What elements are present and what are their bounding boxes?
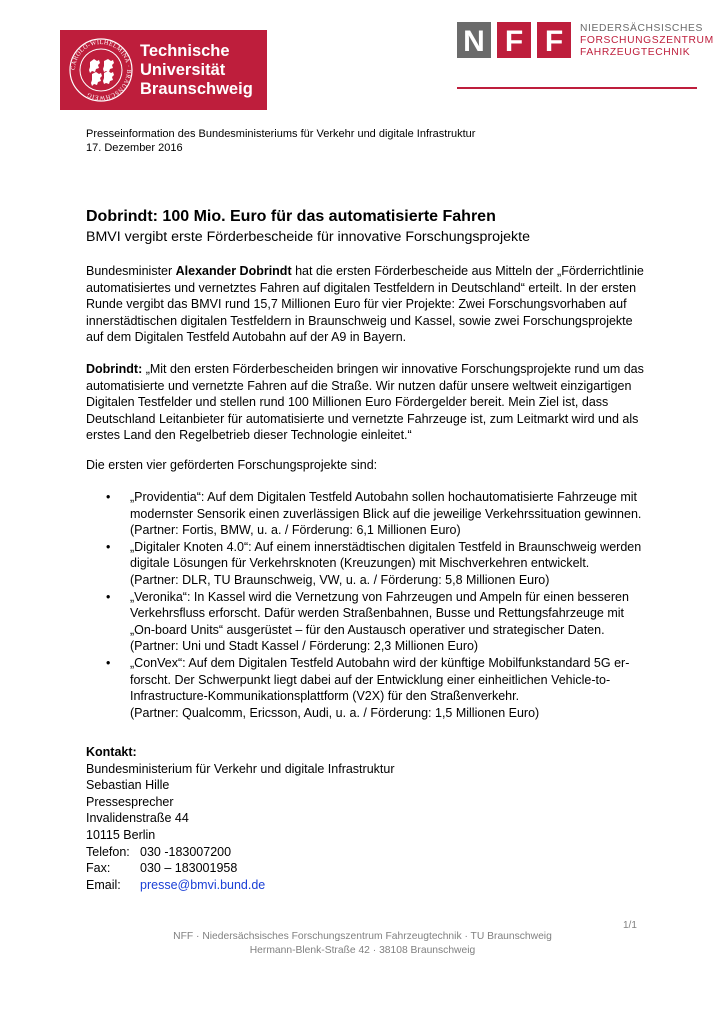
para2-line4: Deutschland Leitanbieter für automatisierte und vernetzte Fahrzeuge ist, zum Leitmarkt wird und als bbox=[86, 411, 639, 426]
tu-braunschweig-logo bbox=[60, 30, 267, 110]
phone-value: 030 -183007200 bbox=[140, 844, 232, 859]
footer-line-2: Hermann-Blenk-Straße 42 · 38108 Braunschweig bbox=[249, 945, 476, 956]
contact-block bbox=[86, 744, 394, 893]
project-line: (Partner: Fortis, BMW, u. a. / Förderung: 6,1 Millionen Euro) bbox=[130, 523, 461, 538]
bullet-icon: • bbox=[106, 539, 111, 554]
para2-line5: erstes Land den Regelbetrieb dieser Technologie einleitet.“ bbox=[86, 428, 412, 443]
para1-line1-rest: hat die ersten Förderbescheide aus Mitteln der „Förderrichtlinie bbox=[291, 264, 644, 278]
nff-logo bbox=[457, 22, 714, 62]
para2-line3: Digitalen Testfelder und stellen rund 100 Millionen Euro Fördergelder bereit. Mein Ziel ist, dass bbox=[86, 395, 609, 410]
tu-wordmark bbox=[140, 42, 253, 99]
press-info-line: Presseinformation des Bundesministeriums für Verkehr und digitale Infrastruktur bbox=[86, 128, 476, 140]
footer bbox=[0, 930, 725, 958]
project-line: modernster Sensorik einen zuverlässigen Blick auf die jeweilige Verkehrssituation gewinnen. bbox=[130, 506, 642, 521]
project-line: „Digitaler Knoten 4.0“: Auf einem innerstädtischen digitalen Testfeld in Braunschweig werden bbox=[130, 539, 642, 554]
nff-letter-f2: F bbox=[544, 25, 564, 58]
list-item bbox=[86, 489, 646, 539]
phone-label: Telefon: bbox=[86, 844, 130, 859]
tu-line-3: Braunschweig bbox=[140, 80, 253, 98]
fax-label: Fax: bbox=[86, 861, 111, 876]
nff-letter-f2-icon bbox=[537, 22, 571, 58]
email-link[interactable]: presse@bmvi.bund.de bbox=[140, 877, 266, 892]
project-line: (Partner: Qualcomm, Ericsson, Audi, u. a. / Förderung: 1,5 Millionen Euro) bbox=[130, 705, 540, 720]
headline: Dobrindt: 100 Mio. Euro für das automatisierte Fahren bbox=[86, 208, 496, 225]
paragraph-intro bbox=[86, 263, 644, 346]
tu-seal-icon bbox=[68, 37, 134, 103]
press-info-date: 17. Dezember 2016 bbox=[86, 142, 183, 154]
nff-letter-n-icon bbox=[457, 22, 491, 58]
contact-fax-row bbox=[86, 860, 394, 877]
contact-city: 10115 Berlin bbox=[86, 827, 156, 842]
contact-street: Invalidenstraße 44 bbox=[86, 811, 189, 826]
contact-role: Pressesprecher bbox=[86, 794, 174, 809]
project-line: Verkehrsfluss erforscht. Dafür werden Straßenbahnen, Busse und Rettungsfahrzeuge mit bbox=[130, 606, 625, 621]
nff-letter-n: N bbox=[463, 25, 485, 58]
nff-letter-f1-icon bbox=[497, 22, 531, 58]
page-number: 1/1 bbox=[623, 920, 637, 931]
bullet-icon: • bbox=[106, 490, 111, 504]
press-info bbox=[86, 127, 475, 155]
nff-line-3: FAHRZEUGTECHNIK bbox=[580, 46, 691, 58]
fax-value: 030 – 183001958 bbox=[140, 861, 238, 876]
project-line: forscht. Der Schwerpunkt liegt dabei auf der Entwicklung einer einheitlichen Vehicle-to- bbox=[130, 672, 611, 687]
projects-list bbox=[86, 489, 646, 721]
bullet-icon: • bbox=[106, 589, 111, 604]
para1-intro: Bundesminister bbox=[86, 264, 176, 278]
project-line: digitale Lösungen für Verkehrsknoten (Kreuzungen) mit Mischverkehren entwickelt. bbox=[130, 556, 590, 571]
nff-letter-f1: F bbox=[504, 25, 524, 58]
project-line: (Partner: DLR, TU Braunschweig, VW, u. a. / Förderung: 5,8 Millionen Euro) bbox=[130, 572, 550, 587]
project-line: „Providentia“: Auf dem Digitalen Testfeld Autobahn sollen hochautomatisierte Fahrzeuge mit bbox=[130, 490, 638, 504]
minister-name: Alexander Dobrindt bbox=[175, 264, 292, 278]
list-item bbox=[86, 589, 646, 655]
list-item bbox=[86, 539, 646, 589]
para1-line5: auf dem Digitalen Testfeld Autobahn auf der A9 in Bayern. bbox=[86, 330, 407, 345]
nff-wordmark bbox=[580, 23, 714, 58]
email-label: Email: bbox=[86, 877, 121, 892]
tu-line-2: Universität bbox=[140, 61, 226, 79]
contact-email-row bbox=[86, 877, 394, 894]
project-line: „ConVex“: Auf dem Digitalen Testfeld Autobahn wird der künftige Mobilfunkstandard 5G er- bbox=[130, 655, 630, 670]
seal-text: CAROLO-WILHELMINA · BRAUNSCHWEIG bbox=[69, 38, 133, 102]
contact-phone-row bbox=[86, 844, 394, 861]
contact-person: Sebastian Hille bbox=[86, 778, 170, 793]
para1-line2: automatisiertes und vernetztes Fahren auf digitalen Testfeldern in Deutschland“ erteilt. In der ersten bbox=[86, 280, 637, 295]
paragraph-quote bbox=[86, 361, 644, 444]
para1-line3: Runde vergibt das BMVI rund 15,7 Millionen Euro für vier Projekte: Zwei Forschungsvorhaben auf bbox=[86, 297, 627, 312]
project-line: (Partner: Uni und Stadt Kassel / Förderung: 2,3 Millionen Euro) bbox=[130, 639, 479, 654]
bullet-icon: • bbox=[106, 655, 111, 670]
project-line: „On-board Units“ ausgerüstet – für den Austausch operativer und strategischer Daten. bbox=[130, 622, 605, 637]
tu-line-1: Technische bbox=[140, 42, 230, 60]
paragraph-projects-intro: Die ersten vier geförderten Forschungsprojekte sind: bbox=[86, 458, 378, 472]
project-line: Infrastructure-Kommunikationsplattform (V2X) für den Straßenverkehr. bbox=[130, 689, 520, 704]
footer-line-1: NFF · Niedersächsisches Forschungszentrum Fahrzeugtechnik · TU Braunschweig bbox=[173, 931, 552, 942]
para2-line2: automatisierte und vernetzte Fahren auf die Straße. Wir nutzen dafür unsere weltweit einzigartigen bbox=[86, 378, 632, 393]
para1-line4: innerstädtischen digitalen Testfeldern in Braunschweig und Kassel, sowie zwei Forschungsprojekte bbox=[86, 313, 633, 328]
contact-org: Bundesministerium für Verkehr und digitale Infrastruktur bbox=[86, 761, 395, 776]
header-rule bbox=[457, 87, 697, 89]
para2-line1-rest: „Mit den ersten Förderbescheiden bringen wir innovative Forschungsprojekte rund um das bbox=[142, 362, 644, 376]
nff-line-1: NIEDERSÄCHSISCHES bbox=[580, 23, 703, 34]
list-item bbox=[86, 655, 646, 721]
contact-heading: Kontakt: bbox=[86, 745, 137, 759]
nff-line-2: FORSCHUNGSZENTRUM bbox=[580, 34, 714, 46]
quote-speaker: Dobrindt: bbox=[86, 362, 143, 376]
subheadline: BMVI vergibt erste Förderbescheide für innovative Forschungsprojekte bbox=[86, 229, 530, 245]
project-line: „Veronika“: In Kassel wird die Vernetzung von Fahrzeugen und Ampeln für einen besseren bbox=[130, 589, 629, 604]
